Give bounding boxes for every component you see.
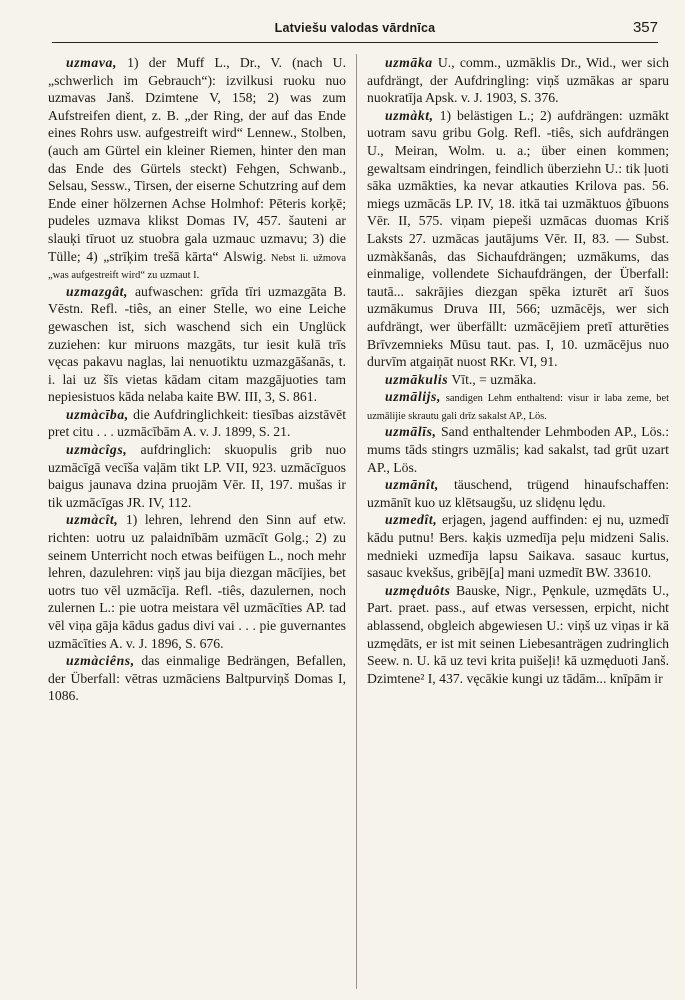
dictionary-entry (48, 441, 346, 511)
entry-headword: uzmāka (385, 55, 433, 70)
dictionary-entry (367, 107, 669, 371)
right-column (367, 54, 669, 989)
entry-definition: U., comm., uzmāklis Dr., Wid., wer sich aufdrängt, der Aufdringling: viņš uzmākas ar sparu nuokratīja Apsk. v. J. 1903, S. 376. (367, 55, 669, 106)
entry-definition: 1) lehren, lehrend den Sinn auf etw. richten: uotru uz palaidnībām uzmācīt Golg.; 2) zu seinem Unterricht noch etwas beifügen L., noch mehr lehren, dazulehren: viņš jau bija diezgan mācījies, bet uotrs tuo vēl uzmācīja. Refl. -tiês, dazulernen, noch zulernen L.: pie uotra meistara vēl uzmācīties AP. tad vēl viņa gāja kādus gadus divi vai . . . pie guvernantes uzmācīties A. v. J. 1896, S. 676. (48, 512, 346, 651)
dictionary-entry (48, 406, 346, 441)
entry-headword: uzmākulis (385, 371, 449, 387)
entry-headword: uzmàciêns, (66, 653, 135, 669)
dictionary-entry (367, 511, 669, 581)
entry-headword: uzmānît, (385, 477, 439, 493)
entry-definition: Sand enthaltender Lehmboden AP., Lös.: mums tāds stingrs uzmālis; kad sakalst, tad grūt uzart AP., Lös. (367, 424, 669, 475)
running-head (52, 18, 658, 43)
entry-definition: erjagen, jagend auffinden: ej nu, uzmedī kādu putnu! Bers. kaķis uzmedīja peļu midzeni Salis. mednieki uzmedīja lapsu Saikava. sasauc kurtus, sasauc kvekšus, gribēj[a] mani uzmedīt BW. 33610. (367, 512, 669, 581)
entry-definition: die Aufdringlichkeit: tiesības aizstāvēt pret citu . . . uzmācībām A. v. J. 1899, S. 21. (48, 406, 346, 440)
entry-headword: uzmedît, (385, 512, 438, 528)
entry-definition: Vīt., = uzmāka. (448, 371, 537, 387)
dictionary-entry (367, 54, 669, 107)
entry-headword: uzmava, (66, 55, 117, 70)
entry-headword: uzmazgât, (66, 283, 129, 299)
entry-definition: 1) der Muff L., Dr., V. (nach U. „schwerlich im Gebrauch“): izvilkusi ruoku nuo uzmavas Janš. Dzimtene V, 158; 2) was zum Aufstreifen dient, z. B. „der Ring, der auf das Ende eines Rohrs usw. aufgestreift wird“ Lennew., Stolben, (auch am Gürtel ein kleiner Riemen, hinter den man das Ende des Gürtels steckt) Fehgen, Schwanb., Selsau, Sessw., Tirsen, der eiserne Schutzring auf dem Ende einer hölzernen Achse Holmhof: Pēteris korķē; pudeles uzmava klikst Domas IV, 457. šauteni ar slauķi tīruot uz stuobra gala uzmauc uzmavu; 3) die Tülle; 4) „strīķim trešā kārta“ Alswig. (48, 55, 346, 264)
entry-etymology-note: sandigen Lehm enthaltend: visur ir laba zeme, bet uzmālijie skrautu gali drīz sakalst AP., Lös. (367, 393, 669, 422)
entry-definition: aufdringlich: skuopulis grib nuo uzmācīgā vecīša vaļām tikt LP. VII, 923. uzmācīguos baigus jaunava dzina pruojām Vēr. II, 197. mušas ir tik uzmācīgas JR. IV, 112. (48, 442, 346, 510)
dictionary-entry (48, 652, 346, 705)
page-header-title: Latviešu valodas vārdnīca (274, 21, 436, 35)
dictionary-entry (367, 476, 669, 511)
dictionary-entry (367, 423, 669, 476)
dictionary-entry (367, 582, 669, 688)
entry-headword: uzmàcît, (66, 512, 119, 528)
entry-headword: uzmęduôts (385, 582, 451, 598)
column-divider (356, 54, 357, 989)
dictionary-entry (48, 283, 346, 406)
dictionary-entry (48, 511, 346, 652)
entry-definition: das einmalige Bedrängen, Befallen, der Überfall: vētras uzmāciens Baltpurviņš Domas I, 1086. (48, 653, 346, 704)
entry-definition: aufwaschen: grīda tīri uzmazgāta B. Vēstn. Refl. -tiês, an einer Stelle, wo eine Leiche gewaschen ist, sich waschend sich ein Unglück zuziehen: kur miruons mazgāts, tur iesit kulā trīs vęcas pakavu naglas, lai nenuotiktu uzmazgāšanās, t. i. lai uz šīs vietas kādam citam mazgājuoties tam nepiesistuos kāda nelaba kaite BW. III, 3, S. 861. (48, 283, 346, 405)
dictionary-entry (367, 388, 669, 423)
entry-headword: uzmālīs, (385, 424, 437, 440)
entry-headword: uzmālijs, (385, 389, 441, 405)
entry-definition: täuschend, trügend hinaufschaffen: uzmānīt kuo uz klētsaugšu, uz slidęnu lędu. (367, 477, 669, 510)
entry-definition: Bauske, Nigr., Pęnkule, uzmędāts U., Part. praet. pass., auf etwas versessen, erpicht, nicht ablassend, obgleich abgewiesen U.: viņš uz viņas ir kā uzmędāts, er ist mit seinen Liebesanträgen zudringlich Seew. n. U. kā uz tevi krita puišeļi! kā uzmęduoti Janš. Dzimtene² I, 437. vęcākie kungi uz tādām... knīpām ir (367, 582, 669, 686)
entry-headword: uzmàcība, (66, 406, 129, 422)
dictionary-entry (367, 371, 669, 389)
left-column (48, 54, 346, 989)
entry-definition: 1) belästigen L.; 2) aufdrängen: uzmākt uotram savu gribu Golg. Refl. -tiês, sich aufdrängen U., Meiran, Wolm. u. a.; über einen kommen; gewaltsam eindringen, feindlich überziehn U.: tik ļuoti sāka uzmākties, ka nevar atkauties Krilova pas. 56. miegs uzmācās LP. IV, 18. itkā tai uzmāktuos ģībuons Vēr. II, 575. viņam piepeši uzmācas duomas Kriš Laksts 27. uzmācas jautājums Vēr. II, 83. — Subst. uzmàkšanâs, das Sichaufdrängen; uzmākums, das einmalige, vollendete Sichaufdrängen, der Überfall: tautā... sakrājies diezgan spēka izturēt arī šuos uzmākumus Druva III, 566; uzmācējs, wer sich aufdrängt, wer überfällt: uzmācējiem pretī atturēties Brīvzemnieks Mūsu taut. pas. I, 10. uzmācējus nuo durvīm atgaiņāt nuost RKr. VI, 91. (367, 107, 669, 370)
entry-headword: uzmàcîgs, (66, 442, 128, 458)
entry-etymology-note: Nebst li. užmova „was aufgestreift wird“ zu uzmaut I. (48, 252, 346, 282)
page-number: 357 (632, 19, 658, 36)
entry-headword: uzmàkt, (385, 107, 434, 123)
dictionary-entry (48, 54, 346, 283)
